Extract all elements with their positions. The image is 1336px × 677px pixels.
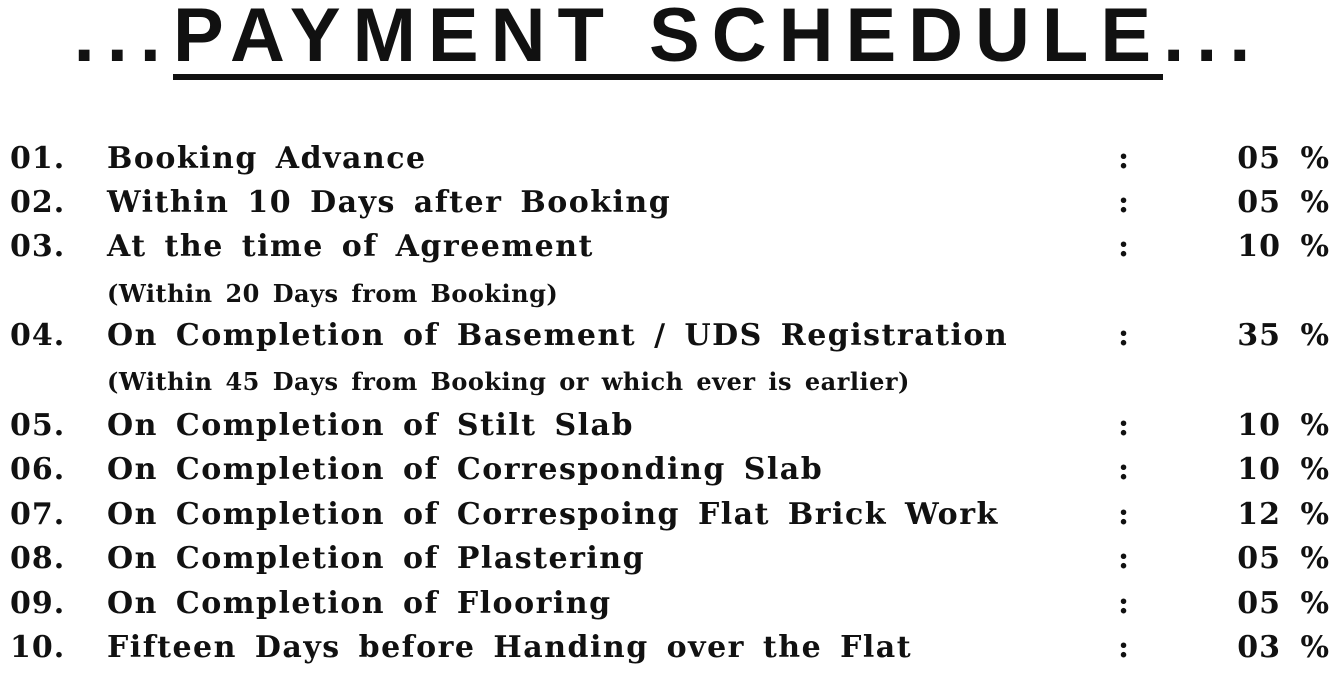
row-number: 06.	[10, 452, 66, 487]
title-text: PAYMENT SCHEDULE	[172, 0, 1164, 78]
schedule-row-07	[0, 493, 1336, 537]
row-description: On Completion of Stilt Slab	[107, 408, 634, 443]
schedule-row-04	[0, 314, 1336, 358]
row-separator: :	[1118, 586, 1130, 621]
schedule-row-08	[0, 537, 1336, 581]
row-percent: 03 %	[1237, 630, 1330, 665]
row-percent: 05 %	[1237, 586, 1330, 621]
row-description: On Completion of Correspoing Flat Brick Work	[107, 497, 999, 532]
row-description: At the time of Agreement	[107, 229, 594, 264]
row-number: 02.	[10, 185, 66, 220]
row-number: 03.	[10, 229, 66, 264]
row-percent: 05 %	[1237, 185, 1330, 220]
row-number: 08.	[10, 541, 66, 576]
schedule-row-06	[0, 448, 1336, 492]
row-separator: :	[1118, 229, 1130, 264]
row-separator: :	[1118, 318, 1130, 353]
row-separator: :	[1118, 497, 1130, 532]
row-percent: 05 %	[1237, 541, 1330, 576]
schedule-row-05	[0, 404, 1336, 448]
row-number: 09.	[10, 586, 66, 621]
schedule-row-10	[0, 626, 1336, 670]
title-trailing-dots: ...	[1163, 0, 1263, 78]
row-separator: :	[1118, 185, 1130, 220]
row-description: Booking Advance	[107, 141, 427, 176]
row-description: On Completion of Corresponding Slab	[107, 452, 824, 487]
row-separator: :	[1118, 541, 1130, 576]
row-note: (Within 20 Days from Booking)	[107, 279, 559, 308]
schedule-row-09	[0, 582, 1336, 626]
title-leading-dots: ...	[73, 0, 173, 78]
row-separator: :	[1118, 141, 1130, 176]
row-description: On Completion of Flooring	[107, 586, 612, 621]
row-percent: 10 %	[1237, 408, 1330, 443]
row-separator: :	[1118, 630, 1130, 665]
row-description: On Completion of Plastering	[107, 541, 646, 576]
schedule-row-01	[0, 137, 1336, 181]
row-percent: 35 %	[1237, 318, 1330, 353]
row-number: 07.	[10, 497, 66, 532]
schedule-row-02	[0, 181, 1336, 225]
row-number: 01.	[10, 141, 66, 176]
row-description: Within 10 Days after Booking	[107, 185, 672, 220]
schedule-row-03	[0, 225, 1336, 269]
row-description: Fifteen Days before Handing over the Flat	[107, 630, 913, 665]
row-separator: :	[1118, 408, 1130, 443]
row-note: (Within 45 Days from Booking or which ever is earlier)	[107, 367, 910, 396]
row-number: 10.	[10, 630, 66, 665]
row-percent: 12 %	[1237, 497, 1330, 532]
row-number: 04.	[10, 318, 66, 353]
row-percent: 05 %	[1237, 141, 1330, 176]
row-description: On Completion of Basement / UDS Registration	[107, 318, 1009, 353]
row-number: 05.	[10, 408, 66, 443]
row-separator: :	[1118, 452, 1130, 487]
row-percent: 10 %	[1237, 452, 1330, 487]
row-percent: 10 %	[1237, 229, 1330, 264]
